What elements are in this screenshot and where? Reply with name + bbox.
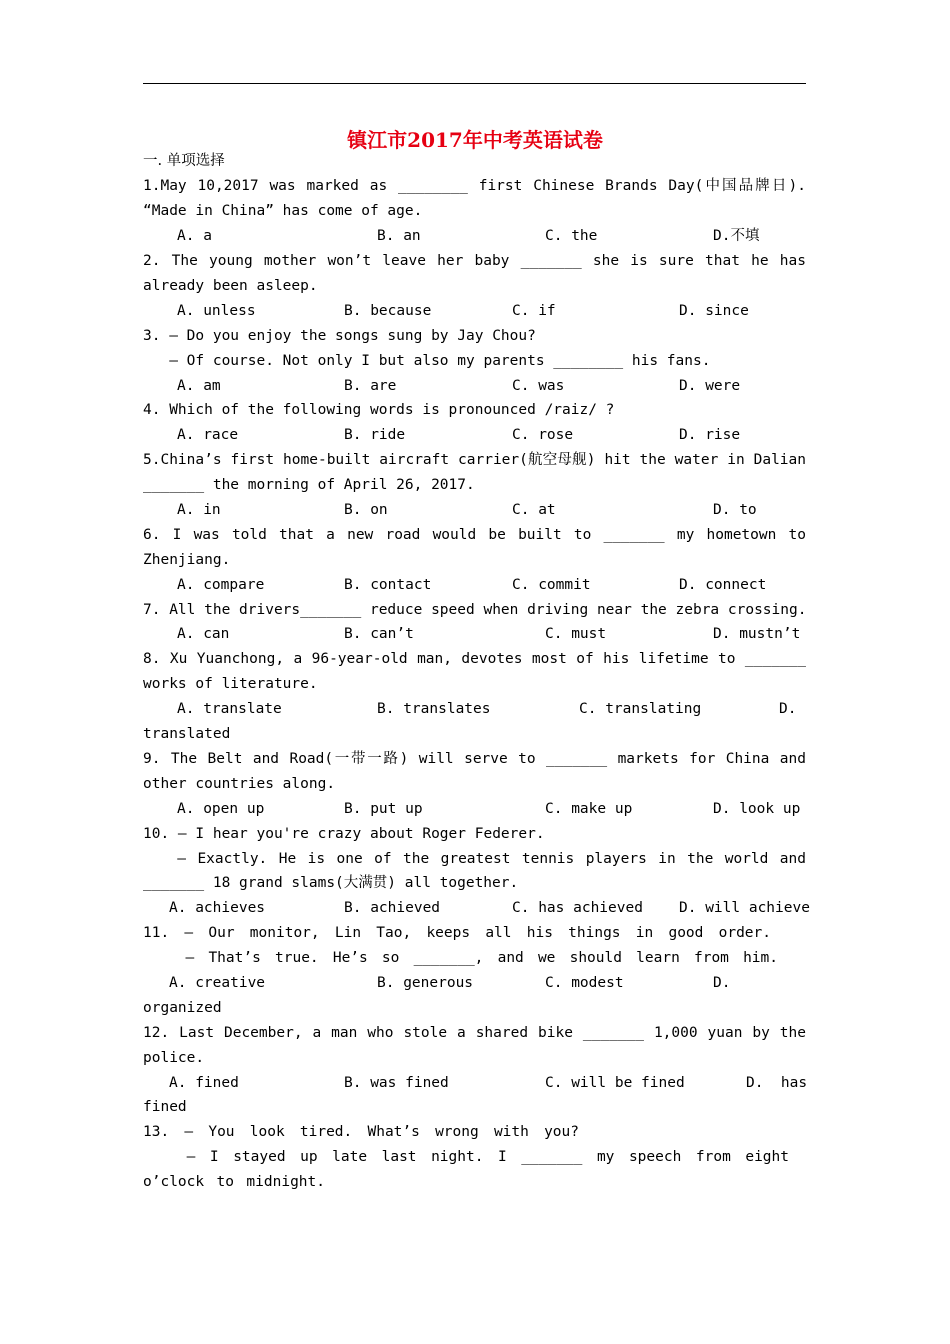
option-c: C. make up — [545, 801, 633, 817]
option-b: B. can’t — [344, 626, 414, 642]
option-c: C. the — [545, 228, 598, 244]
option-c: C. rose — [512, 427, 574, 443]
question-10-options — [143, 898, 810, 918]
option-b: B. on — [344, 502, 388, 518]
question-4-line-1: 4. Which of the following words is pronounced /raiz/ ? — [143, 402, 615, 418]
section-heading: 一. 单项选择 — [143, 153, 225, 169]
option-b: B. an — [377, 228, 421, 244]
option-b: B. translates — [377, 701, 491, 717]
question-8-option-d-text: translated — [143, 726, 231, 742]
option-b: B. put up — [344, 801, 423, 817]
option-a: A. achieves — [169, 900, 266, 916]
option-c: C. modest — [545, 975, 624, 991]
question-7-options — [143, 624, 806, 644]
question-11-options — [143, 973, 806, 993]
question-13-line-1: 13. — You look tired. What’s wrong with you? — [143, 1124, 579, 1140]
option-b: B. generous — [377, 975, 474, 991]
question-5-options — [143, 500, 806, 520]
option-d: D. rise — [679, 427, 741, 443]
option-b: B. are — [344, 378, 397, 394]
option-c: C. will be fined — [545, 1075, 685, 1091]
option-a: A. compare — [177, 577, 265, 593]
header-rule — [143, 83, 806, 84]
question-7-line-1: 7. All the drivers_______ reduce speed when driving near the zebra crossing. — [143, 602, 807, 618]
option-b: B. because — [344, 303, 432, 319]
option-d: D.不填 — [713, 228, 760, 244]
option-d: D. — [779, 701, 797, 717]
option-d: D. has — [746, 1075, 808, 1091]
question-13-line-2: — I stayed up late last night. I _______ my speech from eight — [143, 1149, 789, 1165]
option-b: B. achieved — [344, 900, 441, 916]
question-11-line-1: 11. — Our monitor, Lin Tao, keeps all his things in good order. — [143, 925, 771, 941]
question-12-option-d-text: fined — [143, 1099, 187, 1115]
question-9-line-1: 9. The Belt and Road(一带一路) will serve to _______ markets for China and — [143, 751, 806, 767]
option-b: B. contact — [344, 577, 432, 593]
question-10-line-1: 10. — I hear you're crazy about Roger Federer. — [143, 826, 545, 842]
question-2-line-1: 2. The young mother won’t leave her baby _______ she is sure that he has — [143, 253, 806, 269]
option-d: D. mustn’t — [713, 626, 801, 642]
option-d: D. — [713, 975, 731, 991]
question-9-options — [143, 799, 806, 819]
question-6-line-1: 6. I was told that a new road would be built to _______ my hometown to — [143, 527, 806, 543]
option-c: C. was — [512, 378, 565, 394]
option-a: A. can — [177, 626, 230, 642]
question-12-line-2: police. — [143, 1050, 205, 1066]
question-11-line-2: — That’s true. He’s so _______, and we should learn from him. — [143, 950, 778, 966]
question-6-options — [143, 575, 806, 595]
question-3-line-1: 3. — Do you enjoy the songs sung by Jay Chou? — [143, 328, 536, 344]
option-c: C. at — [512, 502, 556, 518]
question-3-line-2: — Of course. Not only I but also my parents ________ his fans. — [143, 353, 711, 369]
question-9-line-2: other countries along. — [143, 776, 336, 792]
question-12-options — [143, 1073, 806, 1093]
option-a: A. fined — [169, 1075, 239, 1091]
option-d: D. look up — [713, 801, 801, 817]
question-10-line-2: — Exactly. He is one of the greatest tennis players in the world and — [143, 851, 806, 867]
question-5-line-1: 5.China’s first home-built aircraft carrier(航空母舰) hit the water in Dalian — [143, 452, 806, 468]
question-3-options — [143, 376, 806, 396]
option-b: B. ride — [344, 427, 406, 443]
option-a: A. am — [177, 378, 221, 394]
option-a: A. open up — [177, 801, 265, 817]
option-a: A. in — [177, 502, 221, 518]
question-2-line-2: already been asleep. — [143, 278, 318, 294]
question-5-line-2: _______ the morning of April 26, 2017. — [143, 477, 475, 493]
question-2-options — [143, 301, 806, 321]
question-8-line-1: 8. Xu Yuanchong, a 96-year-old man, devotes most of his lifetime to _______ — [143, 651, 806, 667]
option-a: A. a — [177, 228, 212, 244]
question-13-line-3: o’clock to midnight. — [143, 1174, 325, 1190]
question-1-options — [143, 226, 806, 246]
option-c: C. translating — [579, 701, 702, 717]
option-b: B. was fined — [344, 1075, 449, 1091]
question-8-options — [143, 699, 806, 719]
question-11-option-d-text: organized — [143, 1000, 222, 1016]
question-4-options — [143, 425, 806, 445]
option-c: C. must — [545, 626, 607, 642]
question-12-line-1: 12. Last December, a man who stole a shared bike _______ 1,000 yuan by the — [143, 1025, 806, 1041]
question-6-line-2: Zhenjiang. — [143, 552, 231, 568]
option-d: D. will achieve — [679, 900, 810, 916]
option-c: C. if — [512, 303, 556, 319]
question-1-line-1: 1.May 10,2017 was marked as ________ first Chinese Brands Day(中国品牌日). — [143, 178, 806, 194]
option-d: D. to — [713, 502, 757, 518]
option-c: C. has achieved — [512, 900, 643, 916]
option-d: D. were — [679, 378, 741, 394]
option-a: A. unless — [177, 303, 256, 319]
question-1-line-2: “Made in China” has come of age. — [143, 203, 423, 219]
option-a: A. translate — [177, 701, 282, 717]
question-8-line-2: works of literature. — [143, 676, 318, 692]
question-10-line-3: _______ 18 grand slams(大满贯) all together. — [143, 875, 519, 891]
option-d: D. since — [679, 303, 749, 319]
option-d: D. connect — [679, 577, 767, 593]
option-a: A. creative — [169, 975, 266, 991]
page-title: 镇江市2017年中考英语试卷 — [347, 128, 603, 152]
option-a: A. race — [177, 427, 239, 443]
option-c: C. commit — [512, 577, 591, 593]
